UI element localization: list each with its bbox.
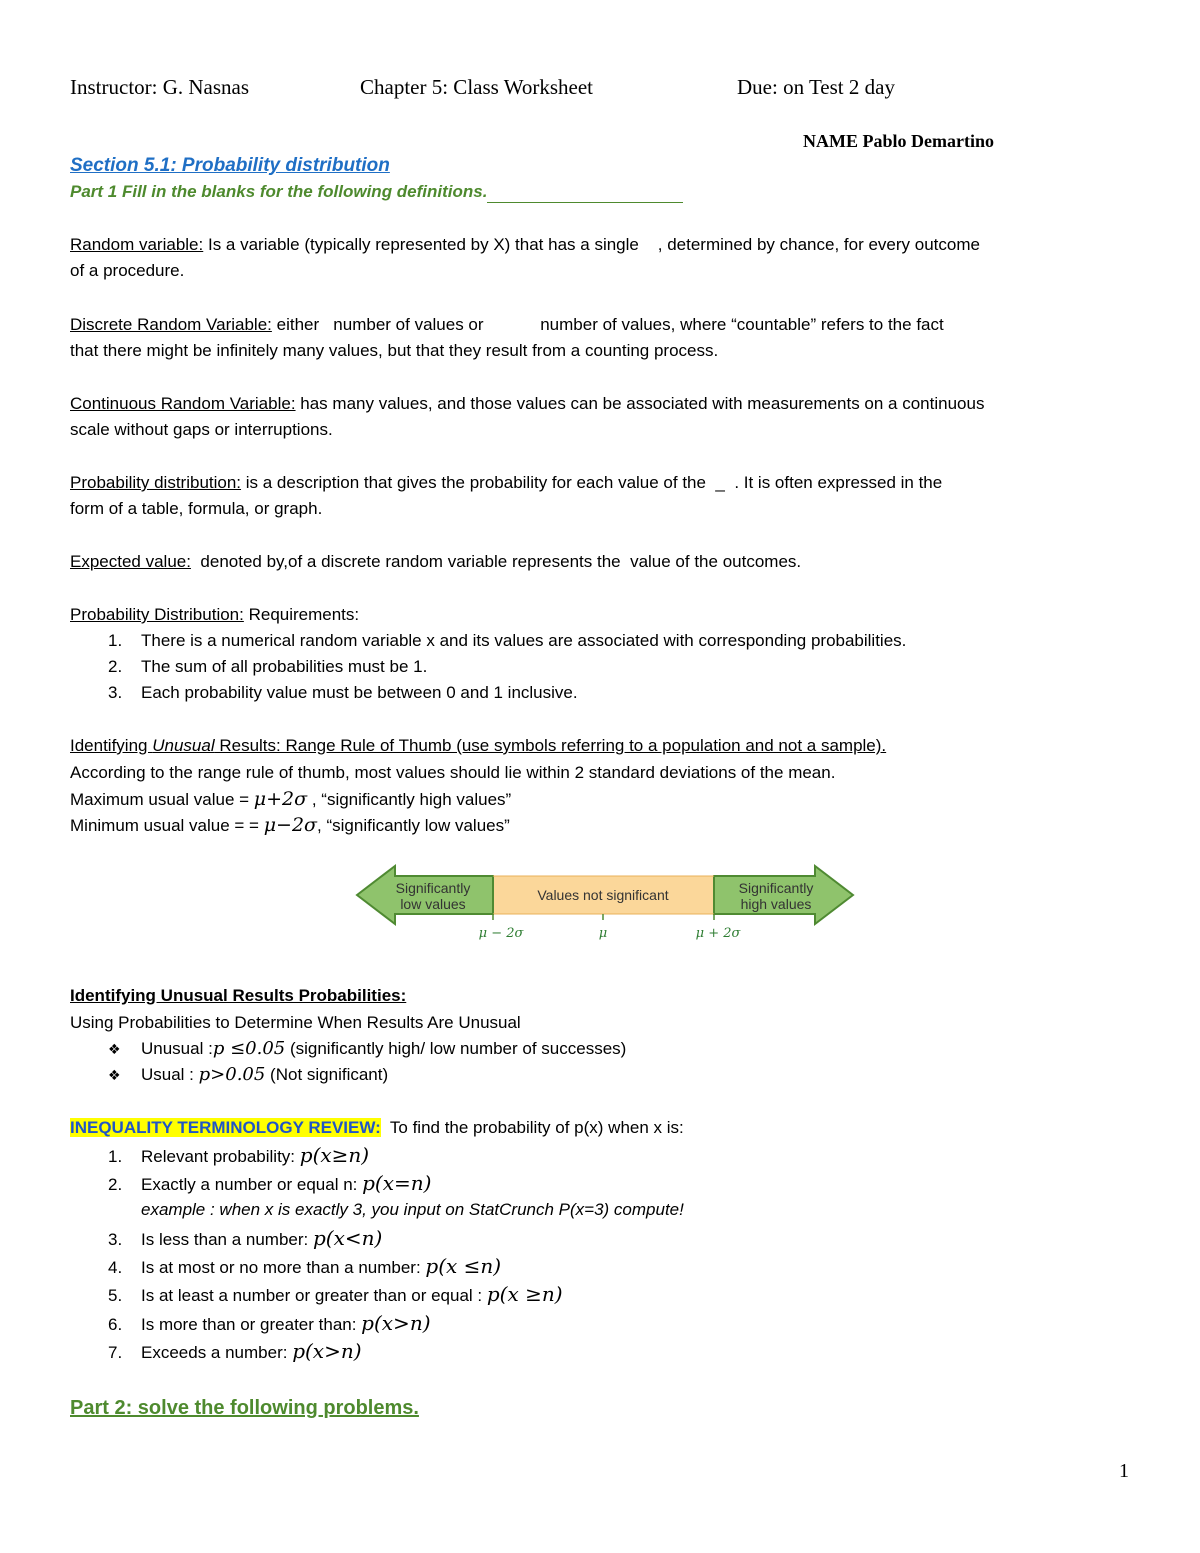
inequality-text: Exactly a number or equal n: <box>141 1175 363 1194</box>
mid-label: Values not significant <box>537 887 669 903</box>
part2-title: Part 2: solve the following problems. <box>70 1397 419 1419</box>
inequality-text: Relevant probability: <box>141 1147 300 1166</box>
part1-underline <box>487 186 683 203</box>
requirements-title <box>70 604 359 626</box>
inequality-item: 5. Is at least a number or greater than or equal : p(x ≥n) <box>108 1282 563 1306</box>
requirements-suffix: Requirements: <box>243 605 360 624</box>
term-continuous: Continuous Random Variable: <box>70 394 296 413</box>
inequality-expr: p(x<n) <box>312 1226 383 1250</box>
unusual-title-c: Results: Range Rule of Thumb (use symbols referring to a population and not a sample). <box>214 736 887 755</box>
range-rule-text: According to the range rule of thumb, most values should lie within 2 standard deviations of the mean. <box>70 763 836 782</box>
inequality-example: example : when x is exactly 3, you input on StatCrunch P(x=3) compute! <box>141 1200 684 1219</box>
inequality-item: 3. Is less than a number: p(x<n) <box>108 1226 383 1250</box>
min-usual-label: Minimum usual value = = <box>70 816 264 835</box>
term-expected: Expected value: <box>70 552 191 571</box>
term-prob-dist: Probability distribution: <box>70 473 242 492</box>
requirement-text: The sum of all probabilities must be 1. <box>141 657 428 676</box>
diamond-bullet-icon: ❖ <box>108 1067 121 1083</box>
inequality-expr: p(x>n) <box>361 1311 431 1335</box>
page-number: 1 <box>1119 1460 1129 1482</box>
unusual-title-a: Identifying <box>70 736 153 755</box>
inequality-expr: p(x ≤n) <box>425 1254 502 1278</box>
requirement-item: 1. There is a numerical random variable x and its values are associated with corresponding probabilities. <box>108 631 907 650</box>
inequality-text: Is more than or greater than: <box>141 1315 362 1334</box>
inequality-text: Exceeds a number: <box>141 1343 293 1362</box>
requirement-item: 3. Each probability value must be between 0 and 1 inclusive. <box>108 683 578 702</box>
inequality-expr: p(x>n) <box>292 1339 362 1363</box>
usual-expr: p>0.05 <box>198 1064 266 1085</box>
requirement-item: 2. The sum of all probabilities must be 1. <box>108 657 428 676</box>
inequality-text: Is at most or no more than a number: <box>141 1258 426 1277</box>
unusual-title <box>70 735 886 757</box>
unusual-label: Unusual : <box>141 1039 213 1058</box>
unusual-expr: p ≤0.05 <box>212 1038 286 1059</box>
high-label-2: high values <box>740 896 812 912</box>
def-discrete-text: either number of values or number of values, where “countable” refers to the fact <box>271 315 944 334</box>
def-expected-text: denoted by,of a discrete random variable represents the value of the outcomes. <box>190 552 802 571</box>
low-label-1: Significantly <box>395 880 471 896</box>
max-usual-expr: μ+2σ <box>253 788 308 810</box>
def-prob-dist-text: is a description that gives the probability for each value of the _ . It is often expressed in the <box>241 473 943 492</box>
term-random-variable: Random variable: <box>70 235 204 254</box>
due-date: Due: on Test 2 day <box>737 75 895 99</box>
tick-label-mean: μ <box>598 926 608 941</box>
high-label-1: Significantly <box>738 880 814 896</box>
min-usual-suffix: , “significantly low values” <box>317 816 510 835</box>
def-discrete-cont: that there might be infinitely many values, but that they result from a counting process. <box>70 341 719 360</box>
inequality-item: 1. Relevant probability: p(x≥n) <box>108 1143 370 1167</box>
usual-suffix: (Not significant) <box>265 1065 389 1084</box>
unusual-title-b: Unusual <box>152 736 215 755</box>
part1-title <box>70 181 683 203</box>
unusual-bullet <box>108 1038 626 1060</box>
tick-label-high: μ + 2σ <box>695 926 741 941</box>
min-usual-line <box>70 814 510 837</box>
inequality-item: 7. Exceeds a number: p(x>n) <box>108 1339 362 1363</box>
usual-bullet <box>108 1064 388 1086</box>
def-expected <box>70 551 801 573</box>
def-continuous-text: has many values, and those values can be associated with measurements on a continuous <box>295 394 985 413</box>
def-prob-dist-cont: form of a table, formula, or graph. <box>70 499 323 518</box>
def-discrete <box>70 314 944 336</box>
range-rule-diagram <box>355 862 855 948</box>
inequality-title: INEQUALITY TERMINOLOGY REVIEW: <box>70 1118 381 1137</box>
min-usual-expr: μ−2σ <box>263 814 318 836</box>
inequality-item: 6. Is more than or greater than: p(x>n) <box>108 1311 431 1335</box>
inequality-expr: p(x≥n) <box>299 1143 370 1167</box>
inequality-heading <box>70 1117 684 1139</box>
max-usual-suffix: , “significantly high values” <box>307 790 512 809</box>
def-prob-dist <box>70 472 942 494</box>
diamond-bullet-icon: ❖ <box>108 1041 121 1057</box>
chapter-title: Chapter 5: Class Worksheet <box>360 75 593 99</box>
inequality-item: 4. Is at most or no more than a number: p(x ≤n) <box>108 1254 502 1278</box>
requirement-text: There is a numerical random variable x and its values are associated with corresponding probabilities. <box>141 631 907 650</box>
inequality-expr: p(x ≥n) <box>486 1282 563 1306</box>
instructor-label: Instructor: G. Nasnas <box>70 75 250 99</box>
probabilities-title: Identifying Unusual Results Probabilities: <box>70 986 407 1005</box>
inequality-text: Is less than a number: <box>141 1230 313 1249</box>
probabilities-intro: Using Probabilities to Determine When Results Are Unusual <box>70 1013 521 1032</box>
usual-label: Usual : <box>141 1065 199 1084</box>
def-random-variable-cont: of a procedure. <box>70 261 185 280</box>
part1-title-text: Part 1 Fill in the blanks for the following definitions. <box>70 182 488 201</box>
student-name: NAME Pablo Demartino <box>803 131 994 151</box>
section-title: Section 5.1: Probability distribution <box>70 155 390 176</box>
inequality-intro: To find the probability of p(x) when x is: <box>380 1118 684 1137</box>
low-label-2: low values <box>400 896 466 912</box>
def-continuous-cont: scale without gaps or interruptions. <box>70 420 333 439</box>
term-requirements: Probability Distribution: <box>70 605 244 624</box>
unusual-suffix: (significantly high/ low number of successes) <box>285 1039 627 1058</box>
max-usual-label: Maximum usual value = <box>70 790 254 809</box>
inequality-expr: p(x=n) <box>362 1171 432 1195</box>
inequality-text: Is at least a number or greater than or equal : <box>141 1286 487 1305</box>
requirement-text: Each probability value must be between 0 and 1 inclusive. <box>141 683 578 702</box>
max-usual-line <box>70 788 511 811</box>
inequality-item: 2. Exactly a number or equal n: p(x=n) <box>108 1171 432 1195</box>
def-random-variable-text: Is a variable (typically represented by X) that has a single , determined by chance, for every outcome <box>203 235 980 254</box>
term-discrete: Discrete Random Variable: <box>70 315 272 334</box>
def-random-variable <box>70 234 980 256</box>
def-continuous <box>70 393 984 415</box>
tick-label-low: μ − 2σ <box>478 926 524 941</box>
